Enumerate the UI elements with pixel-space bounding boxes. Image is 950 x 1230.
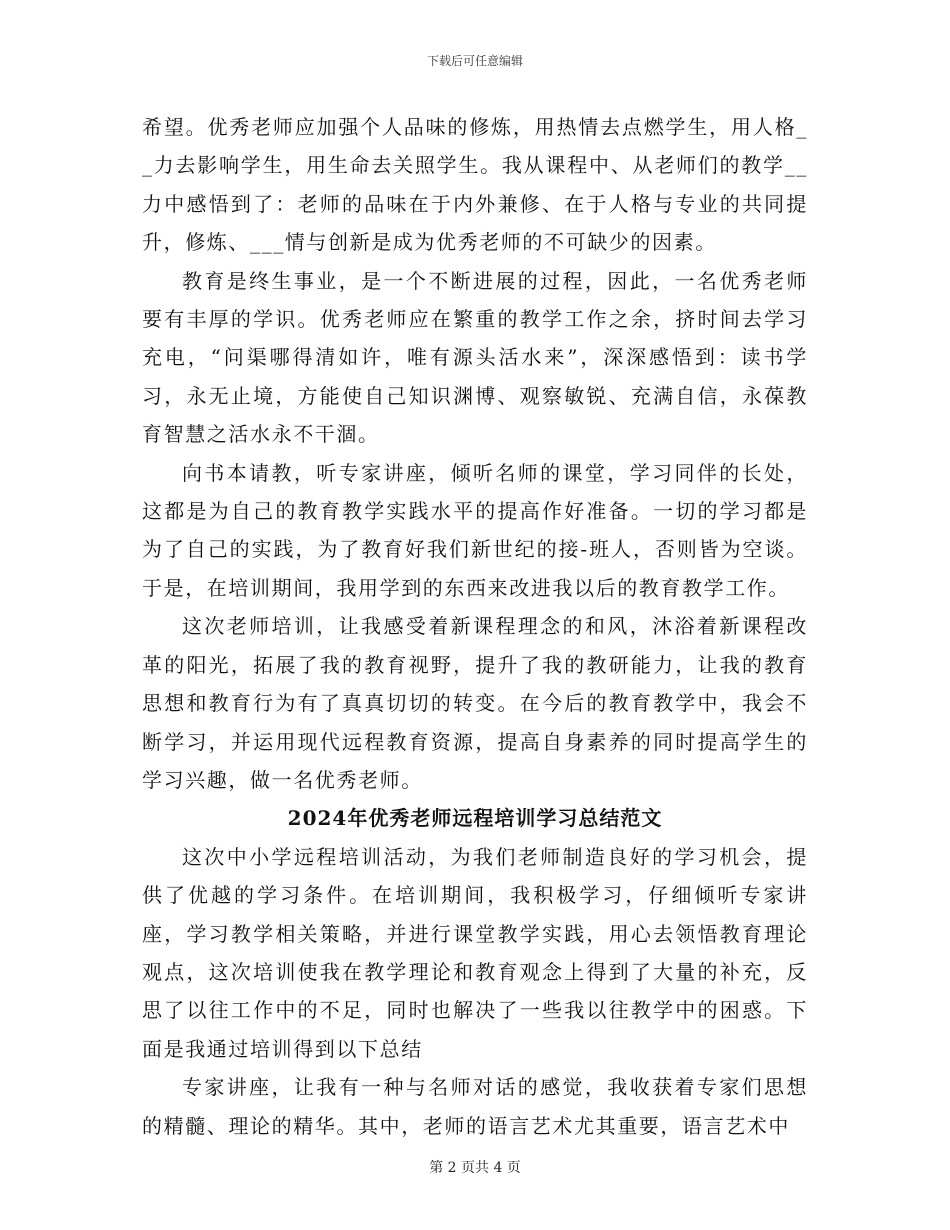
paragraph-learning-sources: 向书本请教，听专家讲座，倾听名师的课堂，学习同伴的长处，这都是为自己的教育教学实践水平的提高作好准备。一切的学习都是为了自己的实践，为了教育好我们新世纪的接-班人，否则皆为空谈。于是，在培训期间，我用学到的东西来改进我以后的教育教学工作。 [142, 460, 808, 600]
paragraph-lifelong-learning: 教育是终生事业，是一个不断进展的过程，因此，一名优秀老师要有丰厚的学识。优秀老师应在繁重的教学工作之余，挤时间去学习充电，“问渠哪得清如许，唯有源头活水来”，深深感悟到：读书学习，永无止境，方能使自己知识渊博、观察敏锐、充满自信，永葆教育智慧之活水永不干涸。 [142, 268, 808, 447]
document-body [142, 108, 808, 1145]
page-footer: 第 2 页共 4 页 [429, 1160, 521, 1176]
paragraph-expert-lectures: 专家讲座，让我有一种与名师对话的感觉，我收获着专家们思想的精髓、理论的精华。其中，老师的语言艺术尤其重要，语言艺术中 [142, 1075, 808, 1138]
paragraph-training-summary: 这次中小学远程培训活动，为我们老师制造良好的学习机会，提供了优越的学习条件。在培训期间，我积极学习，仔细倾听专家讲座，学习教学相关策略，并进行课堂教学实践，用心去领悟教育理论观点，这次培训使我在教学理论和教育观念上得到了大量的补充，反思了以往工作中的不足，同时也解决了一些我以往教学中的困惑。下面是我通过培训得到以下总结 [142, 844, 808, 1061]
section-title: 2024年优秀老师远程培训学习总结范文 [287, 806, 663, 831]
paragraph-continuation: 希望。优秀老师应加强个人品味的修炼，用热情去点燃学生，用人格__力去影响学生，用生命去关照学生。我从课程中、从老师们的教学__力中感悟到了：老师的品味在于内外兼修、在于人格与专业的共同提升，修炼、___情与创新是成为优秀老师的不可缺少的因素。 [142, 115, 808, 255]
page-header: 下载后可任意编辑 [426, 54, 523, 68]
paragraph-training-reflection: 这次老师培训，让我感受着新课程理念的和风，沐浴着新课程改革的阳光，拓展了我的教育视野，提升了我的教研能力，让我的教育思想和教育行为有了真真切切的转变。在今后的教育教学中，我会不断学习，并运用现代远程教育资源，提高自身素养的同时提高学生的学习兴趣，做一名优秀老师。 [142, 614, 808, 792]
